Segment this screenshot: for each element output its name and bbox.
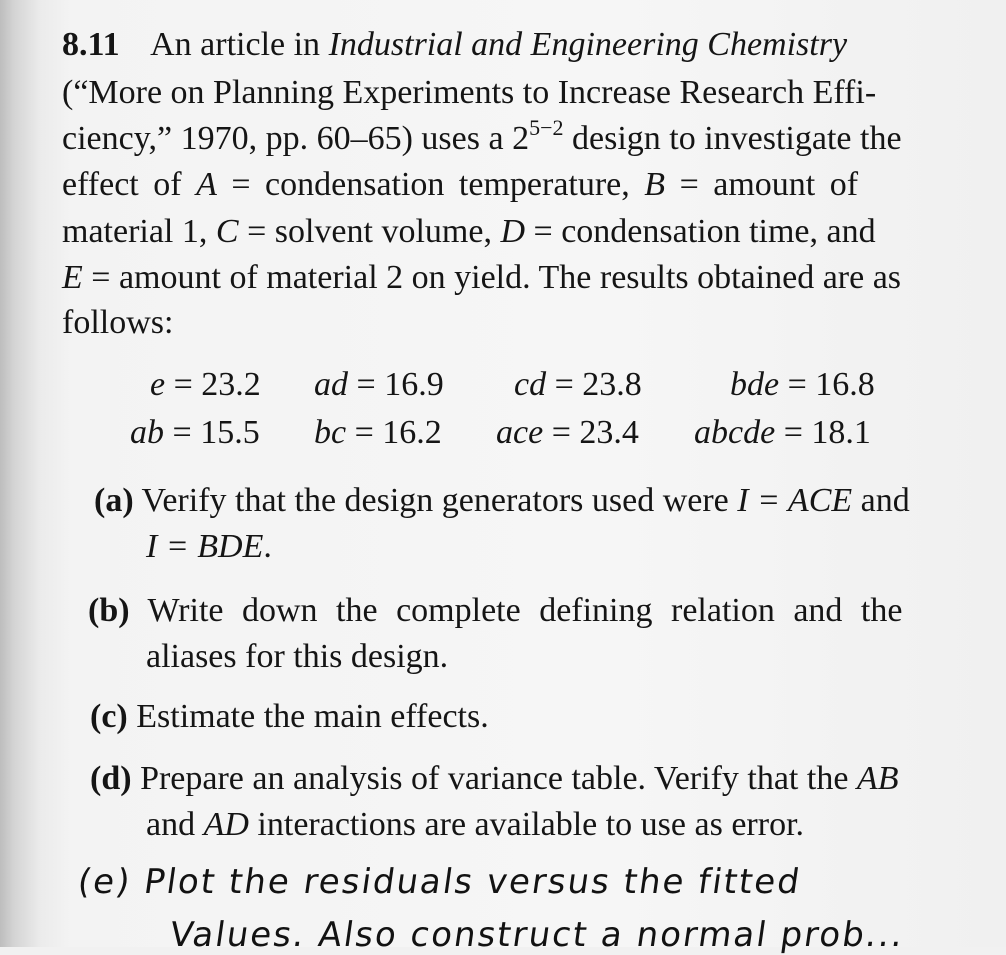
part-a-line-1 [94,478,910,524]
part-d-label: (d) [90,760,132,797]
result-ab: ab = 15.5 [130,414,260,451]
part-c-label: (c) [90,698,128,735]
interaction-AB: AB [856,760,899,797]
handwritten-text-1: (e) Plot the residuals versus the fitted [75,862,804,902]
intro-text-6: = amount of material 2 on yield. The results obtained are as [82,259,902,296]
result-label: ad [314,366,348,403]
part-a-label: (a) [94,482,134,519]
generator-bde: I = BDE [146,528,264,565]
handwritten-note-line-2 [167,915,907,955]
intro-line-5 [62,209,876,255]
result-cd: cd = 23.8 [514,366,642,403]
result-value: 23.8 [582,366,642,403]
part-b-text-2: aliases for this design. [146,638,449,675]
intro-text-1: An article in [150,26,329,63]
part-b-line-2 [146,634,448,680]
intro-line-3 [62,116,902,162]
intro-text-5a: material 1, [62,213,216,250]
intro-line-6 [62,255,901,301]
part-a-period: . [263,528,272,565]
intro-line-7 [62,300,173,346]
part-b-line-1 [88,588,902,634]
result-label: e [150,366,166,403]
generator-ace: I = ACE [737,482,853,519]
result-ad: ad = 16.9 [314,366,444,403]
part-a-line-2 [146,524,272,570]
intro-text-2: (“More on Planning Experiments to Increase Research Effi- [62,74,877,111]
result-value: 23.4 [579,414,639,451]
result-value: 16.9 [384,366,444,403]
result-label: ace [496,414,544,451]
result-value: 16.8 [815,366,875,403]
intro-text-7: follows: [62,304,174,341]
part-d-text: Prepare an analysis of variance table. Verify that the [140,760,857,797]
intro-text-4a: effect of [62,166,197,203]
result-label: abcde [694,414,776,451]
interaction-AD: AD [203,806,249,843]
design-exponent: 5−2 [529,115,564,140]
factor-E: E [62,259,83,296]
part-d-text-2a: and [146,806,204,843]
result-bde: bde = 16.8 [730,366,875,403]
result-label: bc [314,414,347,451]
intro-text-5b: = solvent volume, [238,213,501,250]
result-label: ab [130,414,164,451]
factor-B: B [644,166,666,203]
part-c-line-1 [90,694,489,740]
result-value: 15.5 [200,414,260,451]
result-label: bde [730,366,780,403]
problem-number: 8.11 [62,26,120,63]
part-b-label: (b) [88,592,130,629]
factor-A: A [196,166,217,203]
part-a-text-end: and [852,482,910,519]
result-value: 23.2 [201,366,261,403]
part-d-line-1 [90,756,898,802]
factor-C: C [215,213,239,250]
intro-line-2 [62,70,876,116]
intro-text-4b: = condensation temperature, [216,166,645,203]
intro-line-1 [62,22,982,68]
result-e: e = 23.2 [150,366,261,403]
intro-text-3b: design to investigate the [563,120,902,157]
intro-text-4c: = amount of [665,166,859,203]
part-b-text: Write down the complete defining relation and the [147,592,903,629]
result-bc: bc = 16.2 [314,414,442,451]
intro-line-4 [62,162,858,208]
result-value: 18.1 [811,414,871,451]
journal-title: Industrial and Engineering Chemistry [328,26,848,63]
intro-text-3a: ciency,” 1970, pp. 60–65) uses a 2 [62,120,530,157]
handwritten-text-2: Values. Also construct a normal prob... [167,915,908,955]
result-abcde: abcde = 18.1 [694,414,871,451]
part-d-text-2b: interactions are available to use as error. [248,806,805,843]
result-ace: ace = 23.4 [496,414,639,451]
part-a-text: Verify that the design generators used were [141,482,738,519]
factor-D: D [500,213,526,250]
part-c-text: Estimate the main effects. [136,698,489,735]
result-value: 16.2 [382,414,442,451]
intro-text-5c: = condensation time, and [525,213,876,250]
handwritten-note-line-1 [75,862,804,902]
result-label: cd [514,366,547,403]
part-d-line-2 [146,802,804,848]
